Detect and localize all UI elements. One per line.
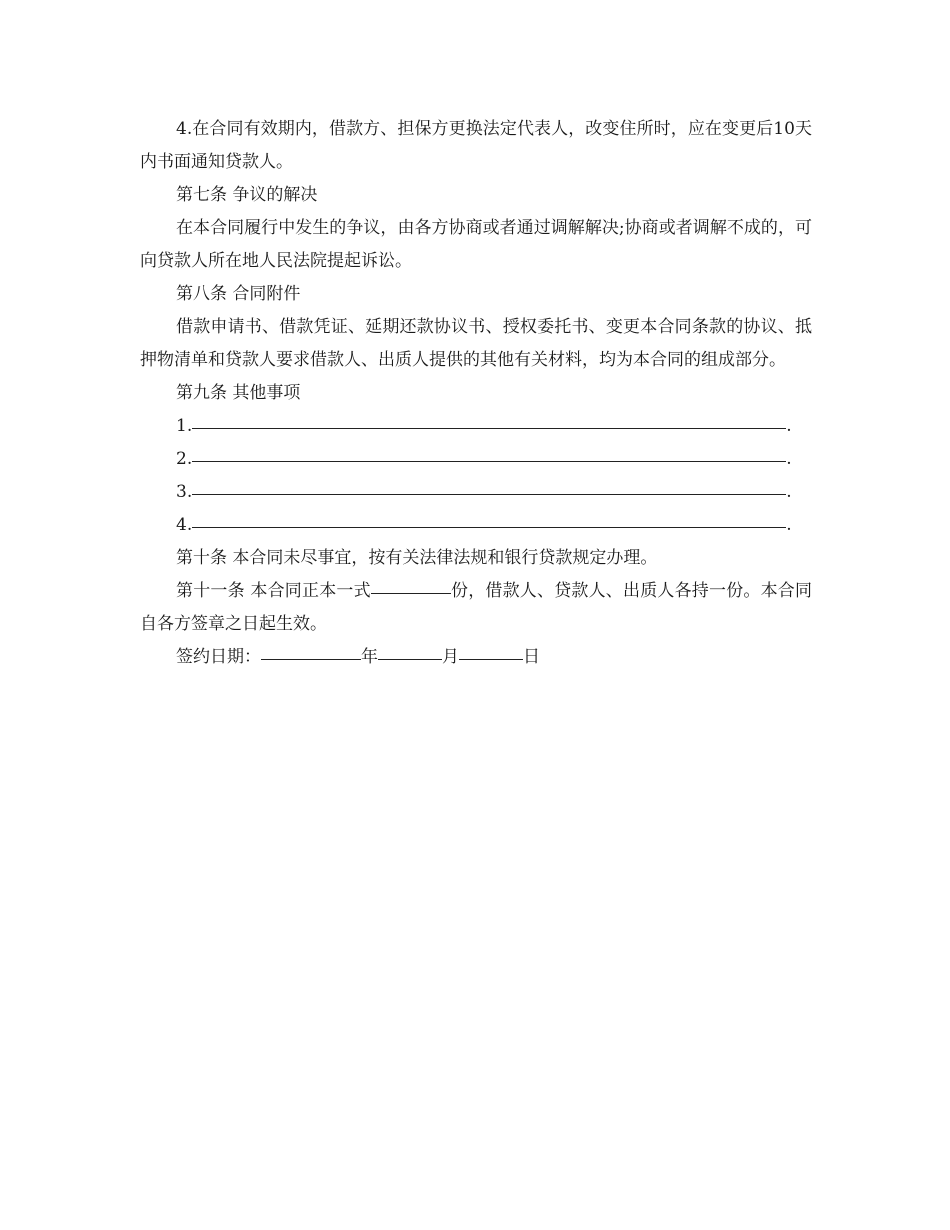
item-number: 2. [176,449,193,469]
month-blank[interactable] [378,658,442,660]
item-number: 4. [176,515,193,535]
article-7-heading: 第七条 争议的解决 [176,185,318,205]
fill-in-blank[interactable] [192,427,786,429]
signing-date-label: 签约日期： [176,647,261,667]
fill-in-blank[interactable] [192,526,786,528]
other-matter-2 [140,443,812,476]
item-end: . [786,482,792,502]
fill-in-blank[interactable] [192,493,786,495]
month-label: 月 [442,647,459,667]
day-label: 日 [523,647,540,667]
item-number: 3. [176,482,193,502]
day-blank[interactable] [459,658,523,660]
year-label: 年 [361,647,378,667]
article-11-prefix: 第十一条 本合同正本一式 [176,581,371,601]
article-7-text: 在本合同履行中发生的争议，由各方协商或者通过调解解决;协商或者调解不成的，可向贷款人所在地人民法院提起诉讼。 [140,218,812,271]
signing-date-line [140,641,812,674]
article-9-heading: 第九条 其他事项 [176,383,301,403]
article-11-text [140,575,812,641]
article-10-text: 第十条 本合同未尽事宜，按有关法律法规和银行贷款规定办理。 [176,548,658,568]
other-matter-1 [140,410,812,443]
article-11-suffix: 份，借款人、贷款人、出质人各持一份。本合同自各方签章之日起生效。 [140,581,813,634]
copies-blank[interactable] [371,592,451,594]
other-matter-3 [140,476,812,509]
fill-in-blank[interactable] [192,460,786,462]
item-number: 1. [176,416,193,436]
other-matter-4 [140,509,812,542]
clause-6-item-4: 4.在合同有效期内，借款方、担保方更换法定代表人，改变住所时，应在变更后10天内书面通知贷款人。 [140,119,812,172]
item-end: . [786,515,792,535]
item-end: . [786,416,792,436]
article-8-text: 借款申请书、借款凭证、延期还款协议书、授权委托书、变更本合同条款的协议、抵押物清单和贷款人要求借款人、出质人提供的其他有关材料，均为本合同的组成部分。 [140,317,812,370]
article-8-heading: 第八条 合同附件 [176,284,301,304]
item-end: . [786,449,792,469]
year-blank[interactable] [261,658,361,660]
document-body [140,113,812,674]
